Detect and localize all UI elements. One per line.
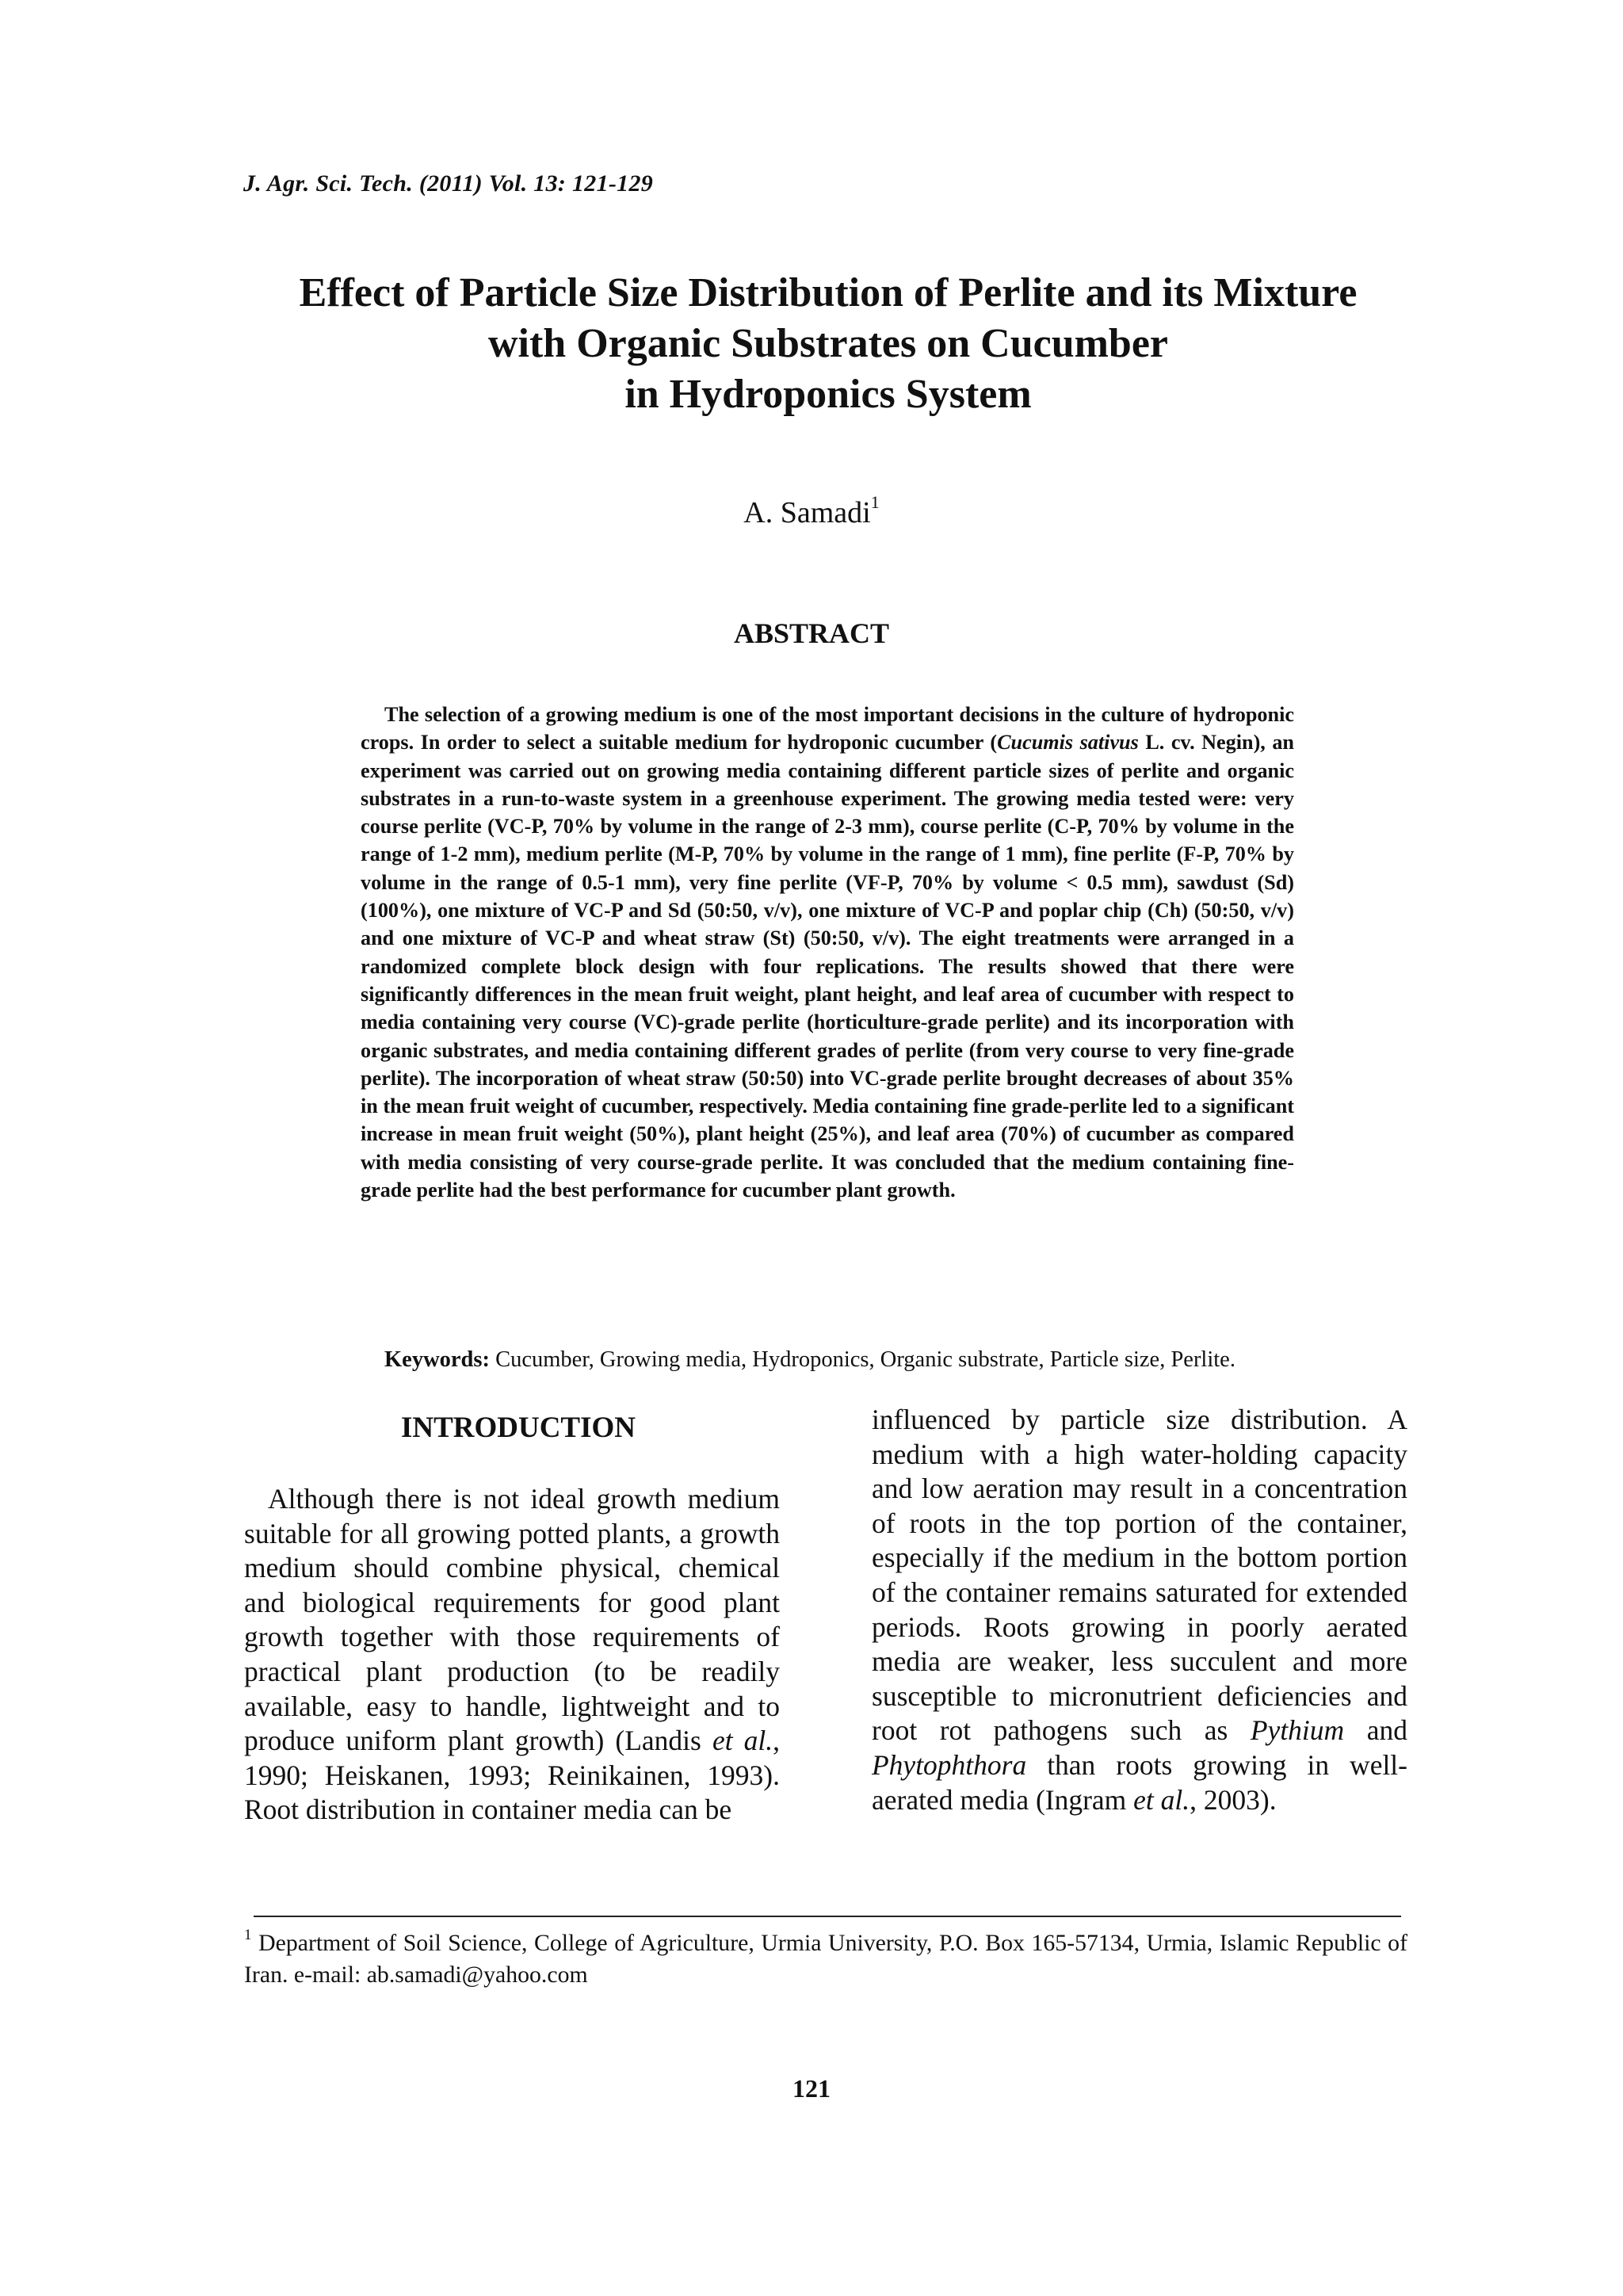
footnote-text: Department of Soil Science, College of Agriculture, Urmia University, P.O. Box 165-57134, Urmia, Islamic Republic of Iran. e-mail: ab.samadi@yahoo.com	[244, 1930, 1407, 1988]
genus-name: Pythium	[1250, 1714, 1345, 1747]
body-text: and	[1344, 1714, 1407, 1747]
body-text: Although there is not ideal growth medium suitable for all growing potted plants, a growth medium should combine physical, chemical and biological requirements for good plant growth together with those requirements of practical plant production (to be readily available, easy to handle, lightweight and to produce uniform plant growth) (Landis	[244, 1483, 780, 1757]
abstract-text-part: L. cv. Negin), an experiment was carried out on growing media containing different particle sizes of perlite and organic substrates in a run-to-waste system in a greenhouse experiment. The growing media tested were: very course perlite (VC-P, 70% by volume in the range of 2-3 mm), course perlite (C-P, 70% by volume in the range of 1-2 mm), medium perlite (M-P, 70% by volume in the range of 1 mm), fine perlite (F-P, 70% by volume in the range of 0.5-1 mm), very fine perlite (VF-P, 70% by volume < 0.5 mm), sawdust (Sd) (100%), one mixture of VC-P and Sd (50:50, v/v), one mixture of VC-P and poplar chip (Ch) (50:50, v/v) and one mixture of VC-P and wheat straw (St) (50:50, v/v). The eight treatments were arranged in a randomized complete block design with four replications. The results showed that there were significantly differences in the mean fruit weight, plant height, and leaf area of cucumber with respect to media containing very course (VC)-grade perlite (horticulture-grade perlite) and its incorporation with organic substrates, and media containing different grades of perlite (from very course to very fine-grade perlite). The incorporation of wheat straw (50:50) into VC-grade perlite brought decreases of about 35% in the mean fruit weight of cucumber, respectively. Media containing fine grade-perlite led to a significant increase in mean fruit weight (50%), plant height (25%), and leaf area (70%) of cucumber as compared with media consisting of very course-grade perlite. It was concluded that the medium containing fine-grade perlite had the best performance for cucumber plant growth.	[361, 731, 1294, 1202]
left-column	[244, 1403, 780, 1828]
footnote-divider	[254, 1916, 1401, 1917]
affiliation-marker: 1	[870, 492, 880, 512]
title-line: with Organic Substrates on Cucumber	[487, 321, 1169, 366]
title-line: in Hydroponics System	[624, 372, 1032, 417]
paper-title	[198, 268, 1458, 420]
abstract-heading: ABSTRACT	[733, 617, 890, 649]
introduction-paragraph	[244, 1482, 780, 1828]
body-text: than roots growing in well-aerated media (Ingram	[872, 1748, 1407, 1816]
abstract-text-part: The selection of a growing medium is one of the most important decisions in the culture of hydroponic crops. In order to select a suitable medium for hydroponic cucumber (	[361, 703, 1294, 755]
et-al: et al.	[1133, 1783, 1190, 1816]
genus-name: Phytophthora	[872, 1748, 1027, 1781]
journal-reference: J. Agr. Sci. Tech. (2011) Vol. 13: 121-129	[243, 170, 654, 197]
species-name: Cucumis sativus	[997, 731, 1139, 755]
footnote-marker: 1	[244, 1927, 252, 1943]
footnote	[244, 1927, 1407, 1991]
keywords-label: Keywords:	[384, 1347, 490, 1372]
introduction-heading: INTRODUCTION	[400, 1412, 636, 1444]
author-name: A. Samadi	[743, 496, 871, 529]
abstract-text	[361, 701, 1294, 1204]
right-column	[872, 1403, 1407, 1817]
et-al: et al.	[712, 1725, 773, 1757]
page-number: 121	[792, 2074, 831, 2103]
keywords	[384, 1346, 1304, 1374]
body-text: , 2003).	[1190, 1783, 1277, 1816]
body-text: influenced by particle size distribution. A medium with a high water-holding capacity and low aeration may result in a concentration of roots in the top portion of the container, especially if the medium in the bottom portion of the container remains saturated for extended periods. Roots growing in poorly aerated media are weaker, less succulent and more susceptible to micronutrient deficiencies and root rot pathogens such as	[872, 1404, 1407, 1747]
introduction-paragraph-continued	[872, 1403, 1407, 1817]
author-line	[0, 492, 1623, 530]
body-text: , 1990; Heiskanen, 1993; Reinikainen, 1993). Root distribution in container media can be	[244, 1725, 781, 1826]
title-line: Effect of Particle Size Distribution of Perlite and its Mixture	[299, 270, 1358, 315]
keywords-list: Cucumber, Growing media, Hydroponics, Organic substrate, Particle size, Perlite.	[489, 1347, 1235, 1372]
